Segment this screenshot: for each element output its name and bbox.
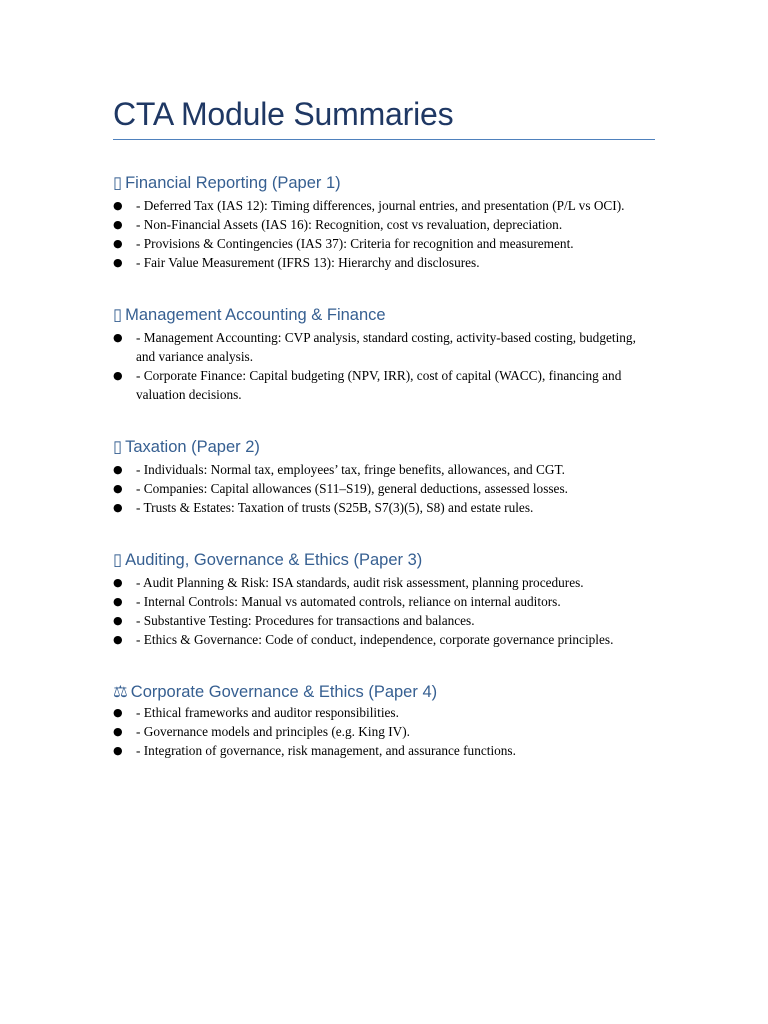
section-auditing: [113, 549, 655, 649]
list-item: [113, 460, 655, 479]
bullet-icon: ●: [113, 237, 123, 250]
missing-glyph-icon: ▯: [113, 551, 123, 569]
list-item-text: - Substantive Testing: Procedures for transactions and balances.: [136, 613, 475, 628]
bullet-icon: ●: [113, 706, 123, 719]
bullet-list: [113, 328, 655, 404]
section-heading: [113, 549, 655, 571]
bullet-icon: ●: [113, 633, 123, 646]
list-item: [113, 479, 655, 498]
bullet-icon: ●: [113, 725, 123, 738]
list-item-text: - Audit Planning & Risk: ISA standards, audit risk assessment, planning procedures.: [136, 575, 584, 590]
list-item-text: - Fair Value Measurement (IFRS 13): Hierarchy and disclosures.: [136, 255, 480, 270]
list-item: [113, 498, 655, 517]
bullet-list: [113, 703, 655, 760]
bullet-icon: ●: [113, 595, 123, 608]
bullet-icon: ●: [113, 369, 123, 382]
document-page: [113, 0, 655, 760]
section-heading-text: Corporate Governance & Ethics (Paper 4): [130, 683, 438, 701]
list-item-text: - Non-Financial Assets (IAS 16): Recognition, cost vs revaluation, depreciation.: [136, 217, 563, 232]
list-item: [113, 328, 655, 366]
section-heading: [113, 304, 655, 326]
list-item: [113, 592, 655, 611]
section-financial-reporting: [113, 172, 655, 272]
list-item-text: - Trusts & Estates: Taxation of trusts (S25B, S7(3)(5), S8) and estate rules.: [136, 500, 534, 515]
bullet-icon: ●: [113, 576, 123, 589]
bullet-icon: ●: [113, 614, 123, 627]
section-corporate-governance: [113, 681, 655, 760]
section-heading-text: Management Accounting & Finance: [125, 306, 386, 324]
list-item: [113, 741, 655, 760]
list-item: [113, 253, 655, 272]
list-item-text: - Internal Controls: Manual vs automated controls, reliance on internal auditors.: [136, 594, 561, 609]
list-item: [113, 573, 655, 592]
list-item: [113, 234, 655, 253]
bullet-icon: ●: [113, 482, 123, 495]
bullet-list: [113, 196, 655, 272]
missing-glyph-icon: ▯: [113, 174, 123, 192]
list-item: [113, 611, 655, 630]
list-item-text: - Management Accounting: CVP analysis, standard costing, activity-based costing, budgeting, and variance analysis.: [136, 330, 636, 364]
list-item-text: - Ethics & Governance: Code of conduct, independence, corporate governance principles.: [136, 632, 614, 647]
list-item: [113, 215, 655, 234]
list-item-text: - Integration of governance, risk management, and assurance functions.: [136, 743, 516, 758]
list-item-text: - Ethical frameworks and auditor responsibilities.: [136, 705, 399, 720]
section-taxation: [113, 436, 655, 517]
list-item-text: - Companies: Capital allowances (S11–S19), general deductions, assessed losses.: [136, 481, 568, 496]
list-item-text: - Provisions & Contingencies (IAS 37): Criteria for recognition and measurement.: [136, 236, 574, 251]
bullet-icon: ●: [113, 744, 123, 757]
list-item: [113, 630, 655, 649]
list-item-text: - Individuals: Normal tax, employees’ tax, fringe benefits, allowances, and CGT.: [136, 462, 565, 477]
scales-icon: ⚖: [113, 683, 128, 701]
bullet-icon: ●: [113, 256, 123, 269]
bullet-icon: ●: [113, 199, 123, 212]
bullet-icon: ●: [113, 218, 123, 231]
list-item-text: - Corporate Finance: Capital budgeting (NPV, IRR), cost of capital (WACC), financing and valuation decisions.: [136, 368, 622, 402]
section-heading-text: Financial Reporting (Paper 1): [125, 174, 341, 192]
list-item-text: - Deferred Tax (IAS 12): Timing differences, journal entries, and presentation (P/L vs OCI).: [136, 198, 625, 213]
document-title: CTA Module Summaries: [113, 96, 454, 132]
title-underline: [113, 139, 655, 140]
bullet-list: [113, 573, 655, 649]
list-item-text: - Governance models and principles (e.g. King IV).: [136, 724, 410, 739]
section-heading-text: Taxation (Paper 2): [125, 438, 260, 456]
bullet-icon: ●: [113, 501, 123, 514]
section-management-accounting: [113, 304, 655, 404]
list-item: [113, 196, 655, 215]
section-heading-text: Auditing, Governance & Ethics (Paper 3): [125, 551, 423, 569]
list-item: [113, 722, 655, 741]
section-heading: [113, 172, 655, 194]
missing-glyph-icon: ▯: [113, 306, 123, 324]
bullet-list: [113, 460, 655, 517]
missing-glyph-icon: ▯: [113, 438, 123, 456]
list-item: [113, 366, 655, 404]
bullet-icon: ●: [113, 463, 123, 476]
bullet-icon: ●: [113, 331, 123, 344]
section-heading: [113, 436, 655, 458]
list-item: [113, 703, 655, 722]
section-heading: [113, 681, 655, 703]
